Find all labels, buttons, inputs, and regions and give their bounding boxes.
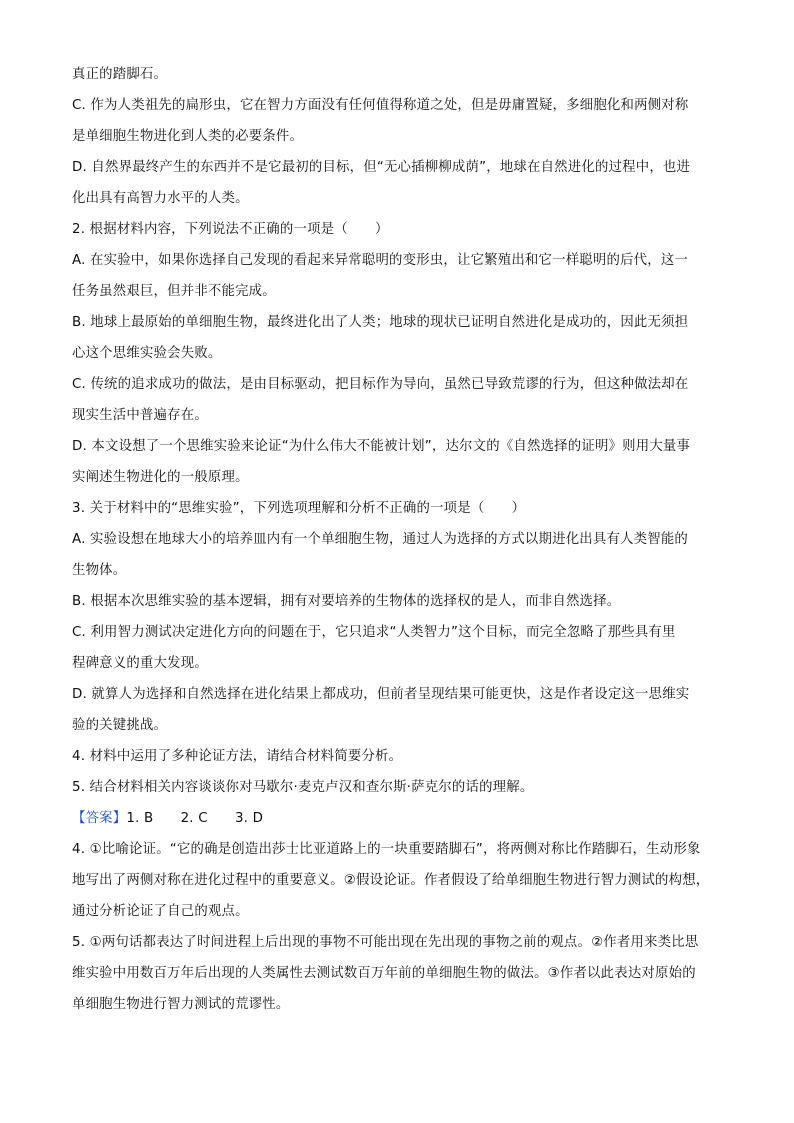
text-line: 生物体。 [72,563,127,578]
text-line: 程碑意义的重大发现。 [72,656,208,671]
text-line: 现实生活中普遍存在。 [72,408,208,423]
text-line: 化出具有高智力水平的人类。 [72,191,249,206]
explanation-line: 地写出了两侧对称在进化过程中的重要意义。②假设论证。作者假设了给单细胞生物进行智力测试的构想， [72,873,710,888]
question-2-stem: 2. 根据材料内容，下列说法不正确的一项是（ ） [72,222,389,237]
text-line: 是单细胞生物进化到人类的必要条件。 [72,129,304,144]
text-line: 实阐述生物进化的一般原理。 [72,470,249,485]
text-line: 验的关键挑战。 [72,718,168,733]
text-line: 真正的踏脚石。 [72,67,168,82]
question-4-stem: 4. 材料中运用了多种论证方法，请结合材料简要分析。 [72,749,403,764]
text-line: 任务虽然艰巨，但并非不能完成。 [72,284,276,299]
question-3-stem: 3. 关于材料中的“思维实验”，下列选项理解和分析不正确的一项是（ ） [72,501,526,516]
option-c-line: C. 传统的追求成功的做法，是由目标驱动，把目标作为导向，虽然已导致荒谬的行为，但这种做法却在 [72,377,689,392]
explanation-line: 单细胞生物进行智力测试的荒谬性。 [72,997,290,1012]
explanation-line: 通过分析论证了自己的观点。 [72,904,249,919]
text-line: 心这个思维实验会失败。 [72,346,222,361]
answer-tag: 【答案】 [72,811,127,826]
explanation-line: 5. ①两句话都表达了时间进程上后出现的事物不可能出现在先出现的事物之前的观点。②作者用来类比思 [72,935,699,950]
option-c-line: C. 利用智力测试决定进化方向的问题在于，它只追求“人类智力”这个目标，而完全忽略了那些具有里 [72,625,676,640]
option-d-line: D. 就算人为选择和自然选择在进化结果上都成功，但前者呈现结果可能更快，这是作者设定这一思维实 [72,687,690,702]
answer-values: 1. B 2. C 3. D [126,811,264,826]
answer-line [72,810,724,828]
option-d-line: D. 本文设想了一个思维实验来论证“为什么伟大不能被计划”，达尔文的《自然选择的证明》则用大量事 [72,439,691,454]
option-a-line: A. 在实验中，如果你选择自己发现的看起来异常聪明的变形虫，让它繁殖出和它一样聪明的后代，这一 [72,253,689,268]
option-b-line: B. 根据本次思维实验的基本逻辑，拥有对要培养的生物体的选择权的是人，而非自然选择。 [72,594,621,609]
option-b-line: B. 地球上最原始的单细胞生物，最终进化出了人类；地球的现状已证明自然进化是成功的，因此无须担 [72,315,689,330]
option-a-line: A. 实验设想在地球大小的培养皿内有一个单细胞生物，通过人为选择的方式以期进化出具有人类智能的 [72,532,689,547]
option-c-line: C. 作为人类祖先的扁形虫，它在智力方面没有任何值得称道之处，但是毋庸置疑，多细胞化和两侧对称 [72,98,689,113]
option-d-line: D. 自然界最终产生的东西并不是它最初的目标，但“无心插柳柳成荫”，地球在自然进化的过程中，也进 [72,160,691,175]
explanation-line: 维实验中用数百万年后出现的人类属性去测试数百万年前的单细胞生物的做法。③作者以此表达对原始的 [72,966,696,981]
question-5-stem: 5. 结合材料相关内容谈谈你对马歇尔·麦克卢汉和查尔斯·萨克尔的话的理解。 [72,780,534,795]
explanation-line: 4. ①比喻论证。“它的确是创造出莎士比亚道路上的一块重要踏脚石”，将两侧对称比作踏脚石，生动形象 [72,842,701,857]
